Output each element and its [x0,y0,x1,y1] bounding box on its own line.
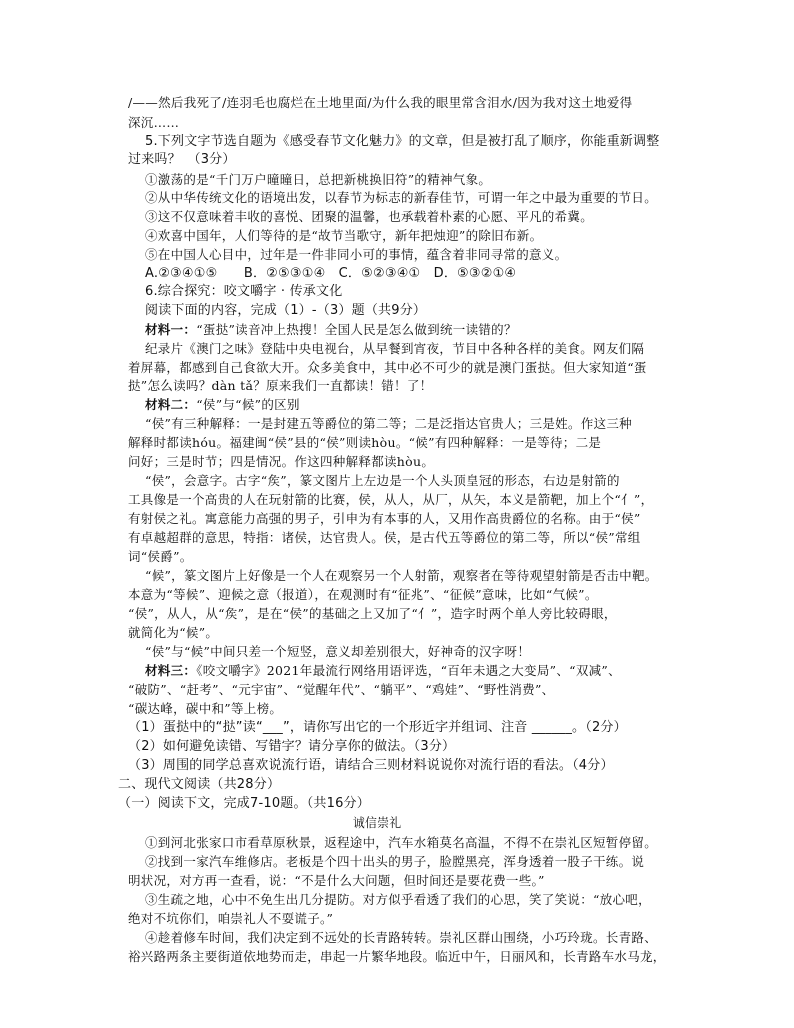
essay-para-2a: ②找到一家汽车维修店。老板是个四十出头的男子，脸膛黑亮，浑身透着一股子干练。说 [145,854,645,869]
material-2-label: 材料二： [145,397,197,412]
sub-question-2: （2）如何避免读错、写错字？请分享你的做法。（3分） [128,739,456,754]
q5-sentence-5: ⑤在中国人心目中，过年是一件非同小可的事情，蕴含着非同寻常的意义。 [145,247,568,262]
material-3-line-2: “破防”、“赶考”、“元宇宙”、“觉醒年代”、“躺平”、“鸡娃”、“野性消费”、 [128,682,555,697]
sub-question-1: （1）蛋挞中的“挞”读“___”，请你写出它的一个形近字并组词、注音 ______。（2分） [128,720,627,735]
material-2-line-10: 本意为“等候”、迎候之意（报道），在观测时有“征兆”、“征候”意味，比如“气候”。 [128,587,598,602]
material-2-line-7: 有卓越超群的意思，特指：诸侯，达官贵人。侯，是古代五等爵位的第二等，所以“侯”常组 [128,530,641,545]
q5-sentence-4: ④欢喜中国年，人们等待的是“故节当歌守，新年把烛迎”的除旧布新。 [145,228,543,243]
material-3-label: 材料三： [145,663,197,678]
essay-para-4a: ④趁着修车时间，我们决定到不远处的长青路转转。崇礼区群山围绕，小巧玲珑。长青路、 [145,930,658,945]
material-1-line-1: 纪录片《澳门之味》登陆中央电视台，从早餐到宵夜，节目中各种各样的美食。网友们隔 [145,341,645,356]
material-2-headline: “侯”与“候”的区别 [196,397,300,412]
section-2-heading: 二、现代文阅读（共28分） [118,777,281,792]
material-3-line-1-wrap [145,662,621,680]
material-1-label: 材料一： [145,322,197,337]
sub-question-3: （3）周围的同学总喜欢说流行语，请结合三则材料说说你对流行语的看法。（4分） [128,758,614,773]
q6-title: 6.综合探究：咬文嚼字 · 传承文化 [145,284,343,299]
section-2-part-1: （一）阅读下文，完成7-10题。（共16分） [118,796,370,811]
q5-title-cont: 过来吗？ （3分） [128,152,236,167]
material-2-line-11: “侯”，从人，从“矦”，是在“侯”的基础之上又加了“亻”，造字时两个单人旁比较碍眼， [128,606,617,621]
material-2-line-6: 有射侯之礼。寓意能力高强的男子，引申为有本事的人，又用作高贵爵位的名称。由于“侯” [128,511,641,526]
q5-title: 5.下列文字节选自题为《感受春节文化魅力》的文章，但是被打乱了顺序，你能重新调整 [145,134,660,149]
q5-sentence-1: ①激荡的是“千门万户曈曈日，总把新桃换旧符”的精神气象。 [145,172,492,187]
material-2-line-5: 工具像是一个高贵的人在玩射箭的比赛，侯，从人，从厂，从矢，本义是箭靶，加上个“亻”， [128,492,654,507]
essay-para-3b: 绝对不坑你们，咱崇礼人不耍谎子。” [128,911,334,926]
material-1-headline: “蛋挞”读音冲上热搜！全国人民是怎么做到统一读错的？ [196,322,517,337]
essay-para-3a: ③生疏之地，心中不免生出几分提防。对方似乎看透了我们的心思，笑了笑说：“放心吧， [145,892,651,907]
q5-sentence-3: ③这不仅意味着丰收的喜悦、团聚的温馨，也承载着朴素的心愿、平凡的希冀。 [145,209,594,224]
q5-options: A.②③④①⑤ B．②⑤③①④ C．⑤②③④① D．⑤③②①④ [145,266,517,281]
material-3-line-3: “碳达峰，碳中和”等上榜。 [128,701,283,716]
essay-para-4b: 裕兴路两条主要街道依地势而走，串起一片繁华地段。临近中午，日丽风和，长青路车水马龙， [128,949,666,964]
poem-line-1: /——然后我死了/连羽毛也腐烂在土地里面/为什么我的眼里常含泪水/因为我对这土地爱得 [128,95,633,110]
material-2-line-4: “侯”，会意字。古字“矦”，篆文图片上左边是一个人头顶皇冠的形态，右边是射箭的 [145,473,620,488]
essay-title: 诚信崇礼 [352,815,402,830]
material-2-line-8: 词“侯爵”。 [128,549,193,564]
q6-intro: 阅读下面的内容，完成（1）-（3）题（共9分） [145,303,427,318]
material-1-headline-line [145,321,517,339]
material-1-line-2: 着屏幕，都感到自己食欲大开。众多美食中，其中必不可少的就是澳门蛋挞。但大家知道“蛋 [128,360,647,375]
material-2-line-12: 就简化为“候”。 [128,625,219,640]
material-2-line-2: 解释时都读hóu。福建闽“侯”县的“侯”则读hòu。“候”有四种解释：一是等待；二是 [128,435,602,450]
material-2-line-1: “侯”有三种解释：一是封建五等爵位的第二等；二是泛指达官贵人；三是姓。作这三种 [145,416,632,431]
material-3-line-1: 《咬文嚼字》2021年最流行网络用语评选，“百年未遇之大变局”、“双减”、 [196,663,621,678]
q5-sentence-2: ②从中华传统文化的语境出发，以春节为标志的新春佳节，可谓一年之中最为重要的节日。 [145,190,658,205]
material-2-line-13: “侯”与“候”中间只差一个短竖，意义却差别很大，好神奇的汉字呀！ [145,644,531,659]
material-1-line-3: 挞”怎么读吗？dàn tǎ？原来我们一直都读！错！了！ [128,378,433,393]
material-2-line-3: 问好；三是时节；四是情况。作这四种解释都读hòu。 [128,454,435,469]
essay-para-2b: 明状况，对方再一查看，说：“不是什么大问题，但时间还是要花费一些。” [128,873,545,888]
material-2-headline-line [145,396,300,414]
material-2-line-9: “候”，篆文图片上好像是一个人在观察另一个人射箭，观察者在等待观望射箭是否击中靶。 [145,568,658,583]
essay-para-1: ①到河北张家口市看草原秋景，返程途中，汽车水箱莫名高温，不得不在崇礼区短暂停留。 [145,835,658,850]
poem-line-2: 深沉…… [128,115,180,130]
